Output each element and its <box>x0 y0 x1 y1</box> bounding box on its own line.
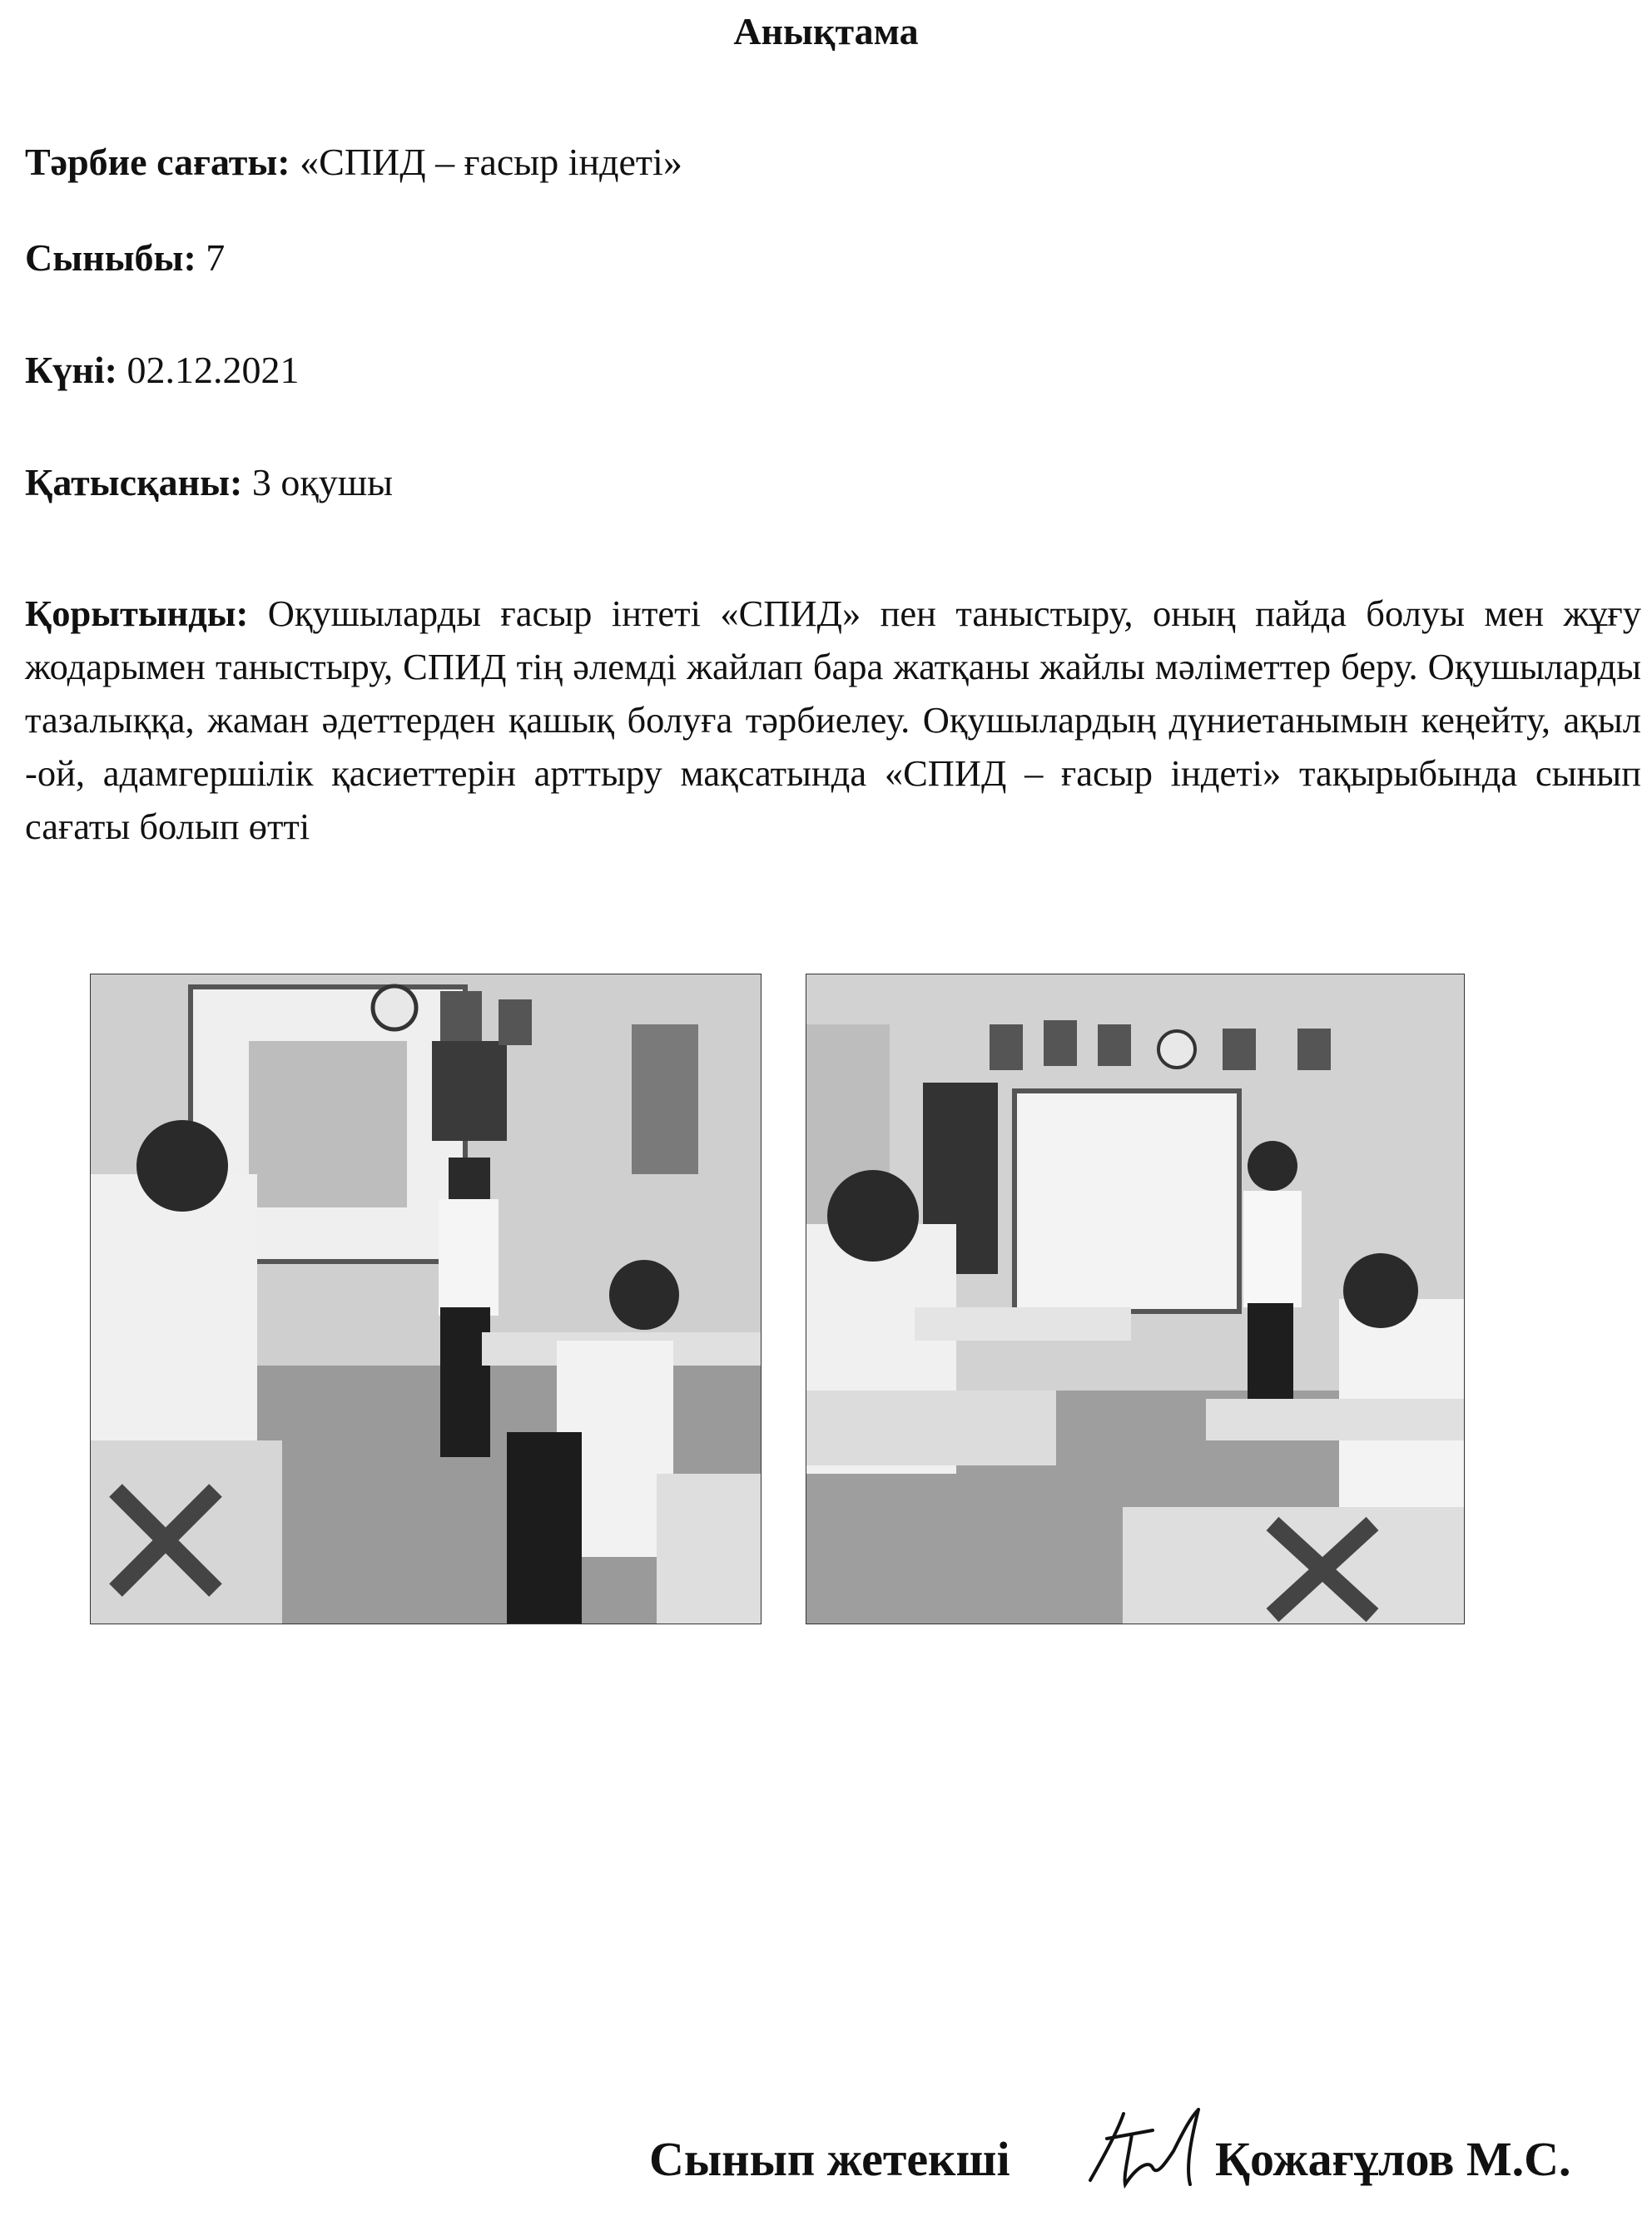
signature-role: Сынып жетекші <box>649 2132 1010 2186</box>
conclusion-text: Оқушыларды ғасыр інтеті «СПИД» пен таныстыру, оның пайда болуы мен жұғу жодарымен таныстыру, СПИД тің әлемді жайлап бара жатқаны жайлы мәліметтер беру. Оқушыларды тазалыққа, жаман әдеттерден қашық болуға тәрбиелеу. Оқушылардың дүниетанымын кеңейту, ақыл -ой, адамгершілік қасиеттерін арттыру мақсатында «СПИД – ғасыр індеті» тақырыбында сынып сағаты болып өтті <box>25 592 1642 847</box>
participants-value: 3 оқушы <box>251 461 394 503</box>
class-field <box>25 233 225 283</box>
classroom-photo-2 <box>806 974 1465 1624</box>
participants-label: Қатысқаны: <box>25 461 243 503</box>
participants-field <box>25 458 393 508</box>
document-title: Анықтама <box>733 10 919 52</box>
classroom-photo-2-image <box>806 974 1464 1624</box>
classroom-photo-1 <box>90 974 762 1624</box>
conclusion-label: Қорытынды: <box>25 592 249 634</box>
event-value: «СПИД – ғасыр індеті» <box>300 141 682 183</box>
class-label: Сыныбы: <box>25 236 196 279</box>
date-label: Күні: <box>25 349 117 391</box>
signature-block <box>649 2101 1631 2201</box>
signature-name: Қожағұлов М.С. <box>1215 2132 1571 2186</box>
date-field <box>25 345 299 395</box>
conclusion-paragraph <box>25 587 1641 853</box>
event-field <box>25 137 682 187</box>
date-value: 02.12.2021 <box>127 349 300 391</box>
event-label: Тәрбие сағаты: <box>25 141 290 183</box>
class-value: 7 <box>206 236 226 279</box>
classroom-photo-1-image <box>91 974 761 1624</box>
